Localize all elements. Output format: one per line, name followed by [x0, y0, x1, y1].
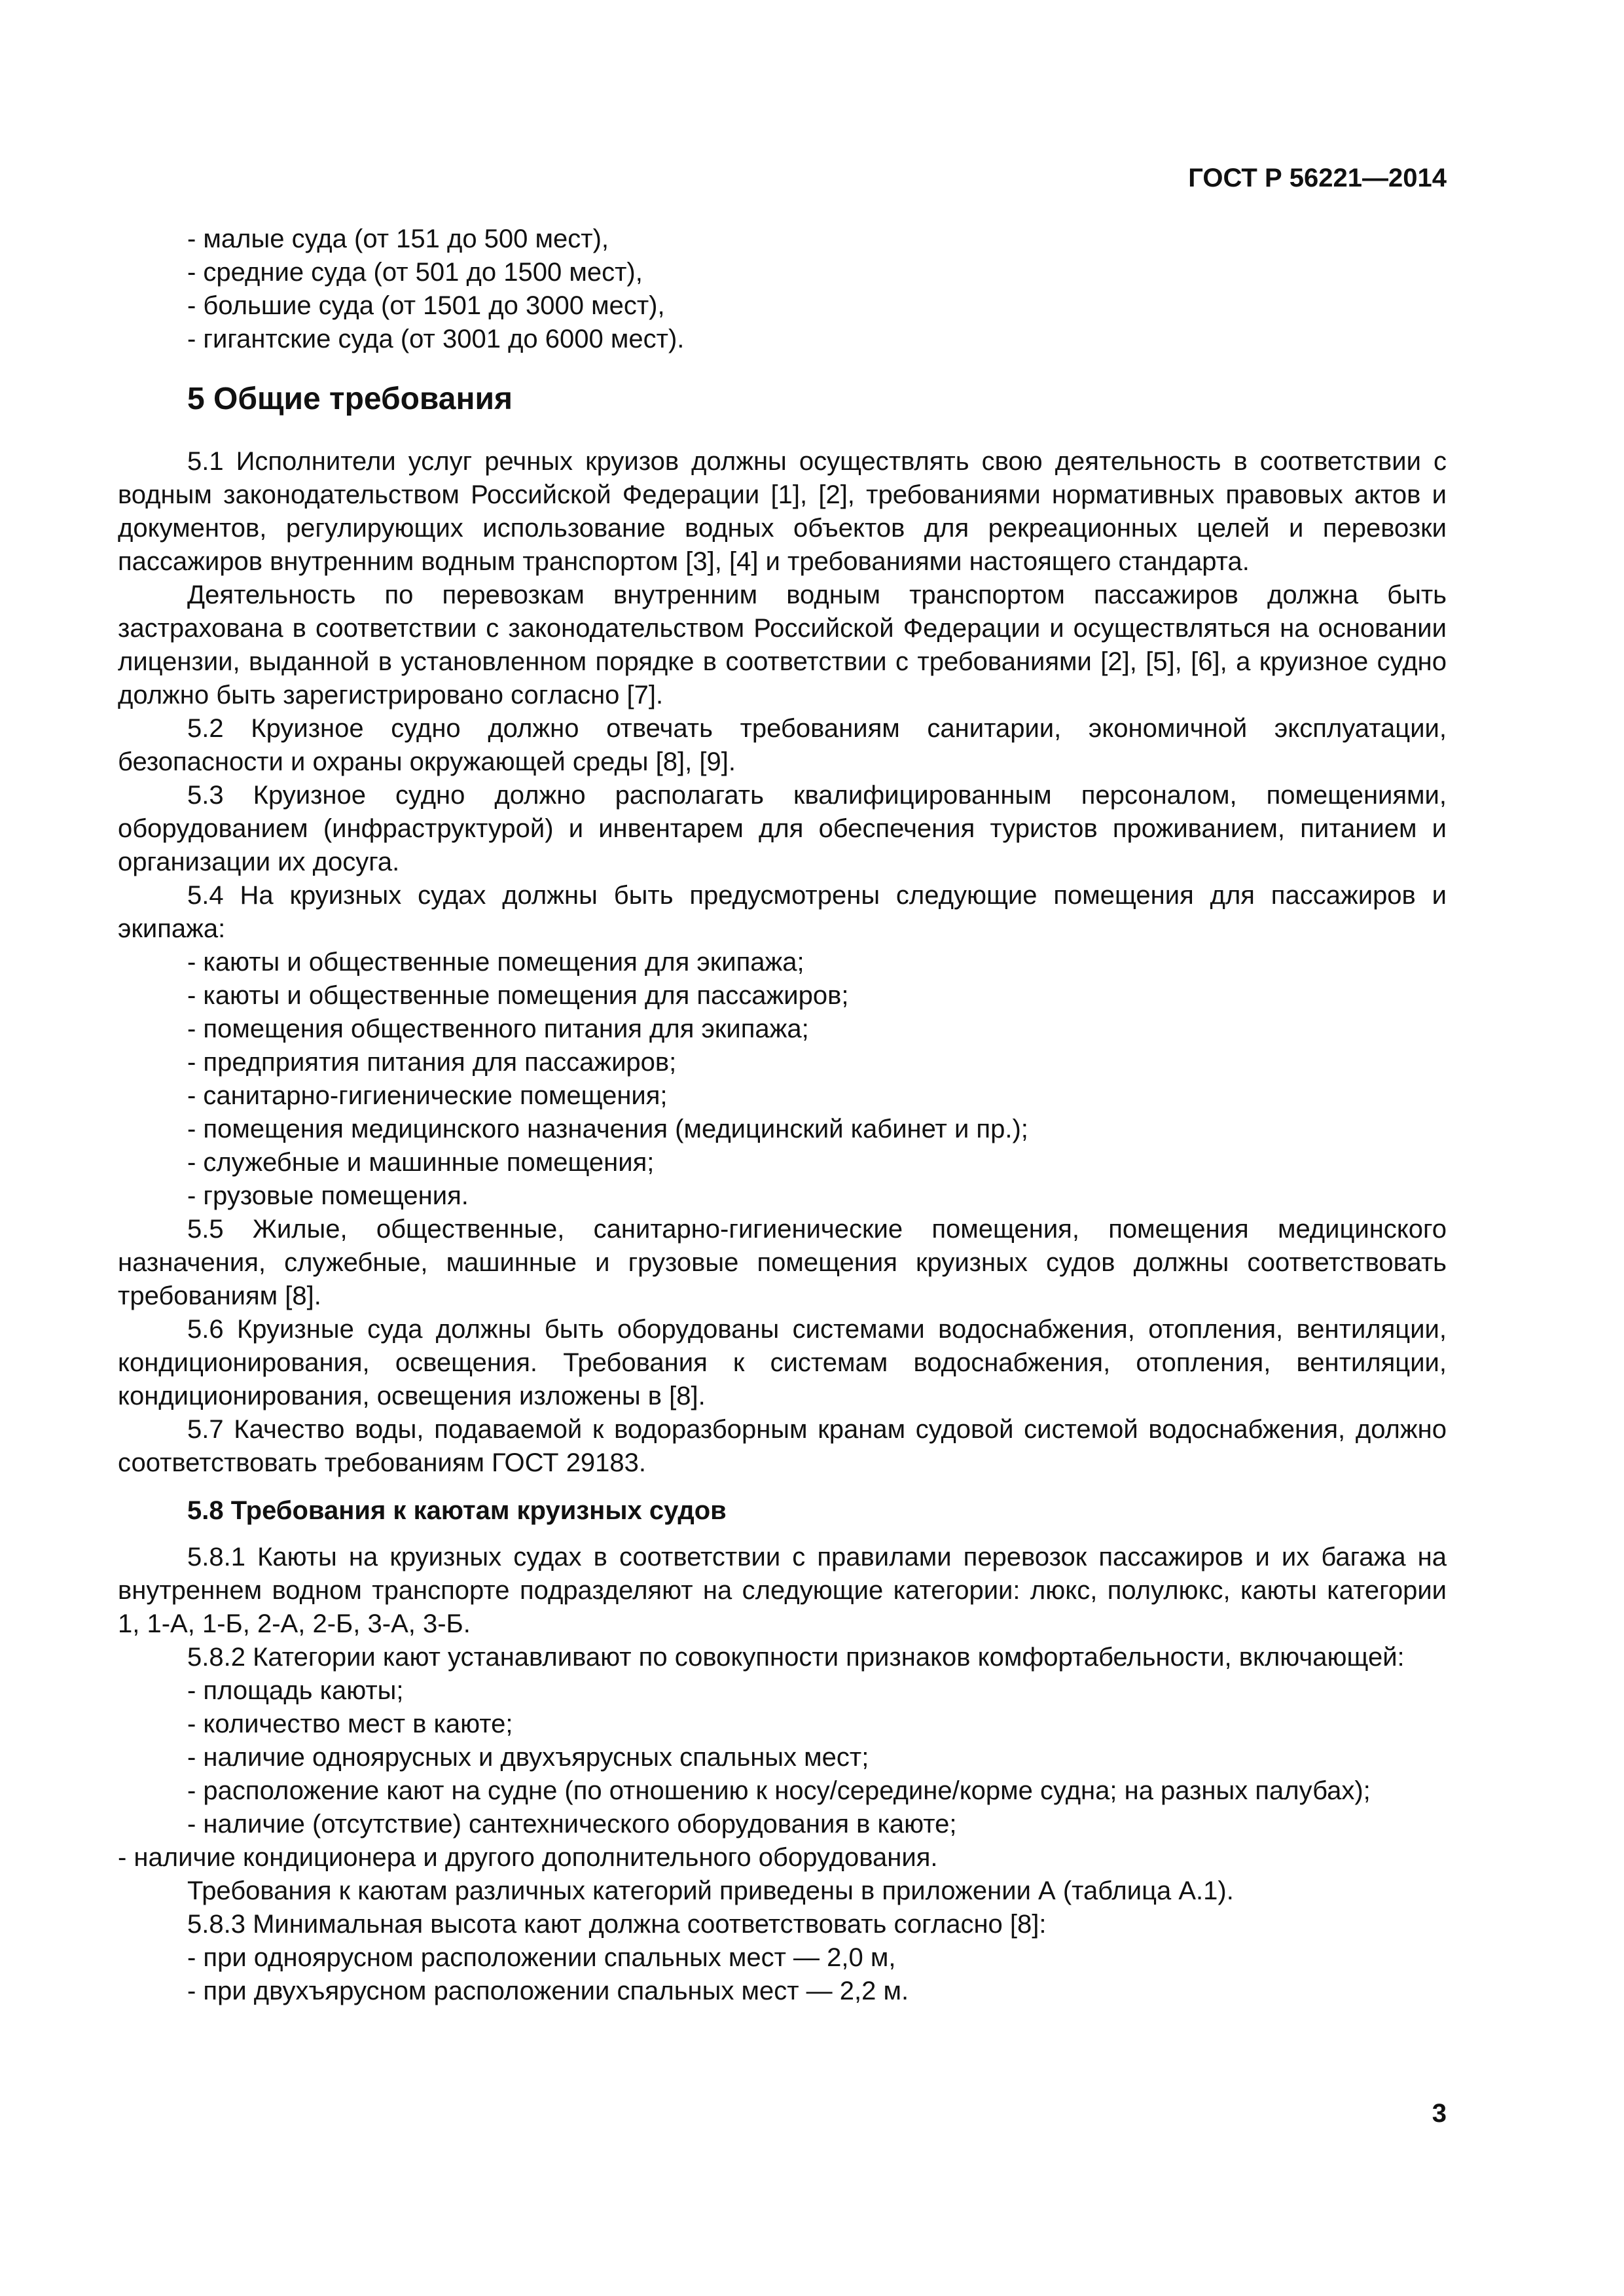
document-id: ГОСТ Р 56221—2014 — [1188, 164, 1447, 192]
paragraph-5-3: 5.3 Круизное судно должно располагать квалифицированным персоналом, помещениями, оборудованием (инфраструктурой) и инвентарем для обеспечения туристов проживанием, питанием и организации их досуга. — [118, 781, 1447, 876]
paragraph-5-4: 5.4 На круизных судах должны быть предусмотрены следующие помещения для пассажиров и экипажа: — [118, 881, 1447, 943]
paragraph-5-2: 5.2 Круизное судно должно отвечать требованиям санитарии, экономичной эксплуатации, безопасности и охраны окружающей среды [8], [9]. — [118, 714, 1447, 776]
list-item: - гигантские суда (от 3001 до 6000 мест). — [187, 325, 685, 353]
list-item: - грузовые помещения. — [187, 1181, 469, 1210]
paragraph-5-5: 5.5 Жилые, общественные, санитарно-гигиенические помещения, помещения медицинского назначения, служебные, машинные и грузовые помещения круизных судов должны соответствовать требованиям [8]. — [118, 1215, 1447, 1310]
list-item: - санитарно-гигиенические помещения; — [187, 1081, 668, 1110]
paragraph-5-1: 5.1 Исполнители услуг речных круизов должны осуществлять свою деятельность в соответствии с водным законодательством Российской Федерации [1], [2], требованиями нормативных правовых актов и документов, регулирующих использование водных объектов для рекреационных целей и перевозки пассажиров внутренним водным транспортом [3], [4] и требованиями настоящего стандарта. — [118, 447, 1447, 576]
section-heading: 5 Общие требования — [187, 382, 513, 416]
list-item: - при двухъярусном расположении спальных мест — 2,2 м. — [187, 1977, 909, 2005]
list-item: - служебные и машинные помещения; — [187, 1148, 655, 1177]
list-item: - при одноярусном расположении спальных мест — 2,0 м, — [187, 1943, 896, 1972]
list-item: - каюты и общественные помещения для экипажа; — [187, 948, 804, 977]
paragraph-5-8-1: 5.8.1 Каюты на круизных судах в соответствии с правилами перевозок пассажиров и их багажа на внутреннем водном транспорте подразделяют на следующие категории: люкс, полулюкс, каюты категории 1, 1-А, 1-Б, 2-А, 2-Б, 3-А, 3-Б. — [118, 1543, 1447, 1638]
list-item: - большие суда (от 1501 до 3000 мест), — [187, 291, 665, 320]
list-item: - малые суда (от 151 до 500 мест), — [187, 224, 609, 253]
paragraph-5-8-3: 5.8.3 Минимальная высота кают должна соответствовать согласно [8]: — [187, 1910, 1047, 1939]
paragraph-annex-reference: Требования к каютам различных категорий приведены в приложении А (таблица А.1). — [187, 1876, 1234, 1905]
list-item: - помещения общественного питания для экипажа; — [187, 1014, 809, 1043]
paragraph-5-7: 5.7 Качество воды, подаваемой к водоразборным кранам судовой системой водоснабжения, должно соответствовать требованиям ГОСТ 29183. — [118, 1415, 1447, 1477]
list-item: - расположение кают на судне (по отношению к носу/середине/корме судна; на разных палубах); — [187, 1776, 1371, 1805]
list-item: - наличие (отсутствие) сантехнического оборудования в каюте; — [187, 1810, 957, 1839]
list-item: - количество мест в каюте; — [187, 1710, 513, 1738]
list-item: - площадь каюты; — [187, 1676, 404, 1705]
page-body — [118, 223, 1447, 2008]
list-item: - предприятия питания для пассажиров; — [187, 1048, 677, 1077]
page-number: 3 — [1432, 2099, 1447, 2128]
list-item: - каюты и общественные помещения для пассажиров; — [187, 981, 849, 1010]
paragraph-5-8-2: 5.8.2 Категории кают устанавливают по совокупности признаков комфортабельности, включающей: — [187, 1643, 1405, 1672]
list-item-unindented: - наличие кондиционера и другого дополнительного оборудования. — [118, 1843, 938, 1872]
paragraph-5-1-insurance: Деятельность по перевозкам внутренним водным транспортом пассажиров должна быть застрахована в соответствии с законодательством Российской Федерации и осуществляться на основании лицензии, выданной в установленном порядке в соответствии с требованиями [2], [5], [6], а круизное судно должно быть зарегистрировано согласно [7]. — [118, 581, 1447, 709]
list-item: - средние суда (от 501 до 1500 мест), — [187, 258, 643, 287]
subsection-heading: 5.8 Требования к каютам круизных судов — [187, 1496, 727, 1525]
paragraph-5-6: 5.6 Круизные суда должны быть оборудованы системами водоснабжения, отопления, вентиляции, кондиционирования, освещения. Требования к системам водоснабжения, отопления, вентиляции, кондиционирования, освещения изложены в [8]. — [118, 1315, 1447, 1410]
list-item: - помещения медицинского назначения (медицинский кабинет и пр.); — [187, 1115, 1028, 1143]
list-item: - наличие одноярусных и двухъярусных спальных мест; — [187, 1743, 869, 1772]
